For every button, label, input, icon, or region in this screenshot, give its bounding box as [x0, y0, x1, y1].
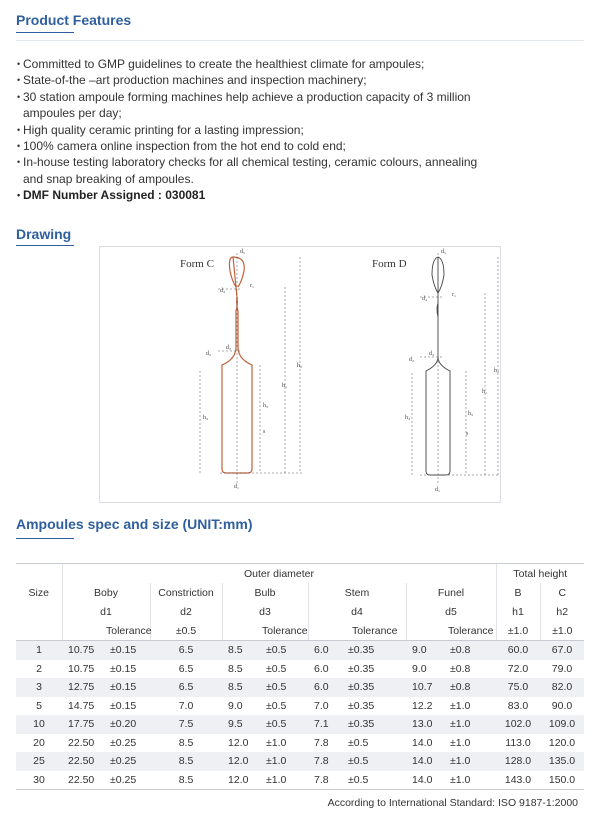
table-cell: 25 — [33, 755, 45, 768]
spec-table-body — [16, 641, 584, 790]
dim-label: d₃ — [226, 345, 232, 351]
header-d4: d4 — [308, 602, 406, 621]
table-cell: ±0.8 — [450, 662, 471, 675]
table-cell: 143.0 — [496, 771, 540, 790]
table-cell: 8.5 — [150, 771, 222, 790]
dim-label: d₂ — [409, 357, 415, 363]
table-cell: ±0.15 — [110, 699, 137, 712]
dim-label: d₄ — [220, 288, 226, 294]
table-cell: 7.0 — [178, 699, 194, 712]
table-cell: ±0.25 — [106, 771, 150, 790]
feature-item: • 100% camera online inspection from the hot end to cold end; — [17, 138, 587, 154]
table-cell: 22.50 — [68, 755, 95, 768]
dim-label: h₄ — [405, 415, 411, 421]
table-cell: ±0.5 — [344, 771, 406, 790]
table-cell: 102.0 — [504, 718, 532, 731]
feature-item: • Committed to GMP guidelines to create the healthiest climate for ampoules; — [17, 56, 587, 72]
table-cell: 8.5 — [178, 755, 194, 768]
table-cell: ±1.0 — [450, 736, 471, 749]
table-cell: 109.0 — [548, 718, 576, 731]
table-cell: ±0.25 — [110, 755, 137, 768]
table-cell: 1 — [36, 644, 42, 657]
spec-table — [16, 563, 584, 790]
table-cell: 8.5 — [228, 644, 243, 657]
table-cell: 9.0 — [412, 644, 427, 657]
table-cell: ±1.0 — [266, 755, 287, 768]
header-funel: Funel — [406, 583, 496, 602]
dim-label: r₁ — [452, 292, 457, 298]
table-cell: ±1.0 — [266, 736, 287, 749]
dim-label: d₃ — [429, 351, 435, 357]
header-h1: h1 — [496, 602, 540, 621]
header-h2: h2 — [540, 602, 584, 621]
header-d2: d2 — [150, 602, 222, 621]
spec-title: Ampoules spec and size (UNIT:mm) — [16, 516, 253, 532]
ampoule-drawing — [99, 246, 501, 503]
table-cell: 12.0 — [222, 771, 262, 790]
table-cell: 14.0 — [406, 771, 446, 790]
table-cell: ±0.20 — [110, 718, 137, 731]
table-cell: ±1.0 — [450, 755, 471, 768]
table-cell: ±0.8 — [450, 681, 471, 694]
table-cell: ±0.5 — [266, 681, 287, 694]
table-cell: 72.0 — [507, 662, 529, 675]
table-cell: 10.75 — [68, 644, 95, 657]
feature-item: • State-of-the –art production machines and inspection machinery; — [17, 72, 587, 88]
feature-item: • 30 station ampoule forming machines help achieve a production capacity of 3 million ampoules per day; — [17, 89, 587, 122]
table-row — [16, 715, 584, 734]
table-row — [16, 697, 584, 716]
table-cell: 14.0 — [412, 755, 433, 768]
table-cell: 12.0 — [228, 755, 249, 768]
table-cell: 120.0 — [548, 736, 576, 749]
table-cell: 3 — [36, 681, 42, 694]
table-cell: 2 — [36, 662, 42, 675]
table-cell: 10 — [33, 718, 45, 731]
dim-label: h₂ — [494, 368, 500, 374]
header-row — [16, 602, 584, 621]
header-outer-diameter: Outer diameter — [62, 564, 496, 584]
table-row — [16, 752, 584, 771]
table-cell: ±0.15 — [110, 644, 137, 657]
tolerance-label: Tolerance — [262, 621, 308, 641]
header-c: C — [540, 583, 584, 602]
table-cell: ±0.5 — [266, 644, 287, 657]
table-cell: 10.75 — [68, 662, 95, 675]
table-cell: 17.75 — [68, 718, 95, 731]
spec-table-wrap — [16, 563, 584, 790]
table-cell: ±0.5 — [348, 755, 369, 768]
table-cell: 128.0 — [504, 755, 532, 768]
table-cell: 12.75 — [68, 681, 95, 694]
header-d3: d3 — [222, 602, 308, 621]
table-cell: 67.0 — [551, 644, 573, 657]
table-cell: ±1.0 — [450, 699, 471, 712]
table-cell: 13.0 — [412, 718, 433, 731]
table-cell: 5 — [36, 699, 42, 712]
table-cell: 20 — [33, 736, 45, 749]
tolerance-d2: ±0.5 — [150, 621, 222, 641]
dim-label: d₂ — [206, 351, 212, 357]
dim-label: h₂ — [297, 363, 303, 369]
table-row — [16, 734, 584, 753]
dim-label: d₅ — [240, 249, 246, 255]
dim-label: d₁ — [435, 487, 441, 493]
table-row — [16, 678, 584, 697]
table-cell: 30 — [16, 771, 62, 790]
ampoule-drawing-svg — [100, 247, 500, 502]
table-cell: ±0.35 — [348, 718, 375, 731]
spec-title-rule — [16, 538, 74, 539]
table-cell: 9.0 — [228, 699, 243, 712]
table-cell: 60.0 — [507, 644, 529, 657]
table-cell: ±0.5 — [348, 736, 369, 749]
dim-label: h₁ — [282, 383, 288, 389]
dim-label: d₅ — [441, 249, 447, 255]
tolerance-label: Tolerance — [446, 621, 496, 641]
table-cell: ±0.5 — [266, 699, 287, 712]
table-cell: 12.0 — [228, 736, 249, 749]
dim-label: h₁ — [482, 389, 488, 395]
tolerance-h1: ±1.0 — [496, 621, 540, 641]
table-cell: 9.0 — [412, 662, 427, 675]
table-cell: 150.0 — [540, 771, 584, 790]
table-cell: 83.0 — [507, 699, 529, 712]
table-cell: 75.0 — [507, 681, 529, 694]
table-cell: 22.50 — [62, 771, 106, 790]
dim-label: h₃ — [468, 411, 474, 417]
table-cell: ±1.0 — [446, 771, 496, 790]
header-constriction: Constriction — [150, 583, 222, 602]
table-cell: ±0.8 — [450, 644, 471, 657]
table-cell: ±0.35 — [348, 644, 375, 657]
table-cell: 6.5 — [178, 644, 194, 657]
table-cell: ±0.5 — [266, 718, 287, 731]
table-cell: ±1.0 — [450, 718, 471, 731]
dim-label: r₁ — [250, 283, 255, 289]
table-cell: 7.1 — [314, 718, 329, 731]
table-cell: ±0.15 — [110, 662, 137, 675]
dim-label: s — [263, 429, 266, 435]
table-cell: 82.0 — [551, 681, 573, 694]
table-cell: 7.8 — [314, 736, 329, 749]
standard-note: According to International Standard: ISO 9187-1:2000 — [327, 797, 578, 809]
header-size: Size — [16, 564, 62, 622]
dim-label: d₄ — [422, 296, 428, 302]
product-features-title: Product Features — [16, 12, 132, 28]
header-b: B — [496, 583, 540, 602]
tolerance-h2: ±1.0 — [540, 621, 584, 641]
header-row — [16, 564, 584, 584]
dim-label: h₃ — [263, 403, 269, 409]
header-row — [16, 583, 584, 602]
form-d-label: Form D — [372, 258, 407, 270]
header-total-height: Total height — [496, 564, 584, 584]
table-cell: 14.75 — [68, 699, 95, 712]
header-d5: d5 — [406, 602, 496, 621]
table-cell: 14.0 — [412, 736, 433, 749]
table-cell: ±0.35 — [348, 681, 375, 694]
drawing-title: Drawing — [16, 226, 72, 242]
table-cell: ±0.35 — [348, 699, 375, 712]
header-bulb: Bulb — [222, 583, 308, 602]
section-divider — [16, 40, 584, 41]
table-cell: 8.5 — [228, 662, 243, 675]
feature-item: • In-house testing laboratory checks for all chemical testing, ceramic colours, annealing and snap breaking of ampoules. — [17, 154, 587, 187]
form-c-ampoule — [200, 249, 304, 490]
table-cell: 135.0 — [548, 755, 576, 768]
form-d-ampoule — [405, 249, 499, 493]
header-stem: Stem — [308, 583, 406, 602]
tolerance-label: Tolerance — [106, 621, 150, 641]
table-cell: 6.0 — [314, 644, 329, 657]
table-cell: 10.7 — [412, 681, 433, 694]
dmf-number: • DMF Number Assigned : 030081 — [17, 187, 587, 203]
header-d1: d1 — [62, 602, 150, 621]
table-cell: ±0.35 — [348, 662, 375, 675]
table-cell: 7.5 — [178, 718, 194, 731]
feature-item: • High quality ceramic printing for a lasting impression; — [17, 122, 587, 138]
table-cell: 79.0 — [551, 662, 573, 675]
tolerance-label: Tolerance — [344, 621, 406, 641]
product-features-title-rule — [16, 32, 74, 33]
table-row — [16, 641, 584, 660]
table-cell: 9.5 — [228, 718, 243, 731]
header-boby: Boby — [62, 583, 150, 602]
table-cell: ±0.25 — [110, 736, 137, 749]
drawing-title-rule — [16, 245, 74, 246]
table-cell: ±0.5 — [266, 662, 287, 675]
table-cell: 6.0 — [314, 681, 329, 694]
table-cell: 113.0 — [505, 736, 531, 749]
table-cell: 8.5 — [178, 736, 194, 749]
dim-label: d₁ — [234, 484, 240, 490]
dim-label: h₄ — [203, 415, 209, 421]
table-cell: 12.2 — [412, 699, 433, 712]
form-c-label: Form C — [180, 258, 214, 270]
table-cell: 6.5 — [178, 681, 194, 694]
table-row — [16, 660, 584, 679]
table-cell: 6.5 — [178, 662, 194, 675]
table-cell: 90.0 — [551, 699, 573, 712]
tolerance-row — [16, 621, 584, 641]
dim-label: s — [466, 431, 469, 437]
table-cell: 7.8 — [314, 755, 329, 768]
table-cell: 7.0 — [314, 699, 329, 712]
table-cell: 6.0 — [314, 662, 329, 675]
feature-list — [17, 56, 587, 204]
table-cell: ±0.15 — [110, 681, 137, 694]
table-cell: ±1.0 — [262, 771, 308, 790]
table-row — [16, 771, 584, 790]
table-cell: 22.50 — [68, 736, 95, 749]
table-cell: 8.5 — [228, 681, 243, 694]
table-cell: 7.8 — [308, 771, 344, 790]
